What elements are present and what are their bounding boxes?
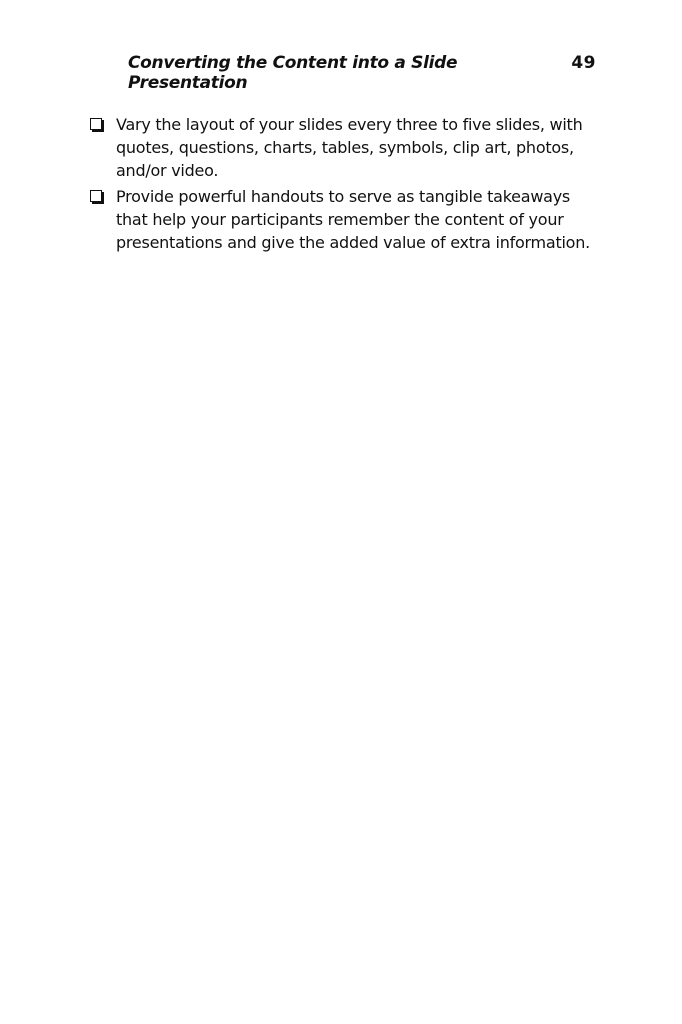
running-title: Converting the Content into a Slide Presentation xyxy=(128,53,458,93)
checklist-item xyxy=(90,185,620,254)
checkbox-icon xyxy=(90,118,102,130)
checklist xyxy=(90,113,620,257)
checklist-item-text: Vary the layout of your slides every three to five slides, with quotes, questions, charts, tables, symbols, clip art, photos, and/or video. xyxy=(116,115,583,180)
checklist-item xyxy=(90,113,620,182)
checklist-item-text: Provide powerful handouts to serve as tangible takeaways that help your participants remember the content of your presentations and give the added value of extra information. xyxy=(116,187,590,252)
page-number: 49 xyxy=(571,53,596,73)
checkbox-icon xyxy=(90,190,102,202)
page-header xyxy=(128,53,598,93)
